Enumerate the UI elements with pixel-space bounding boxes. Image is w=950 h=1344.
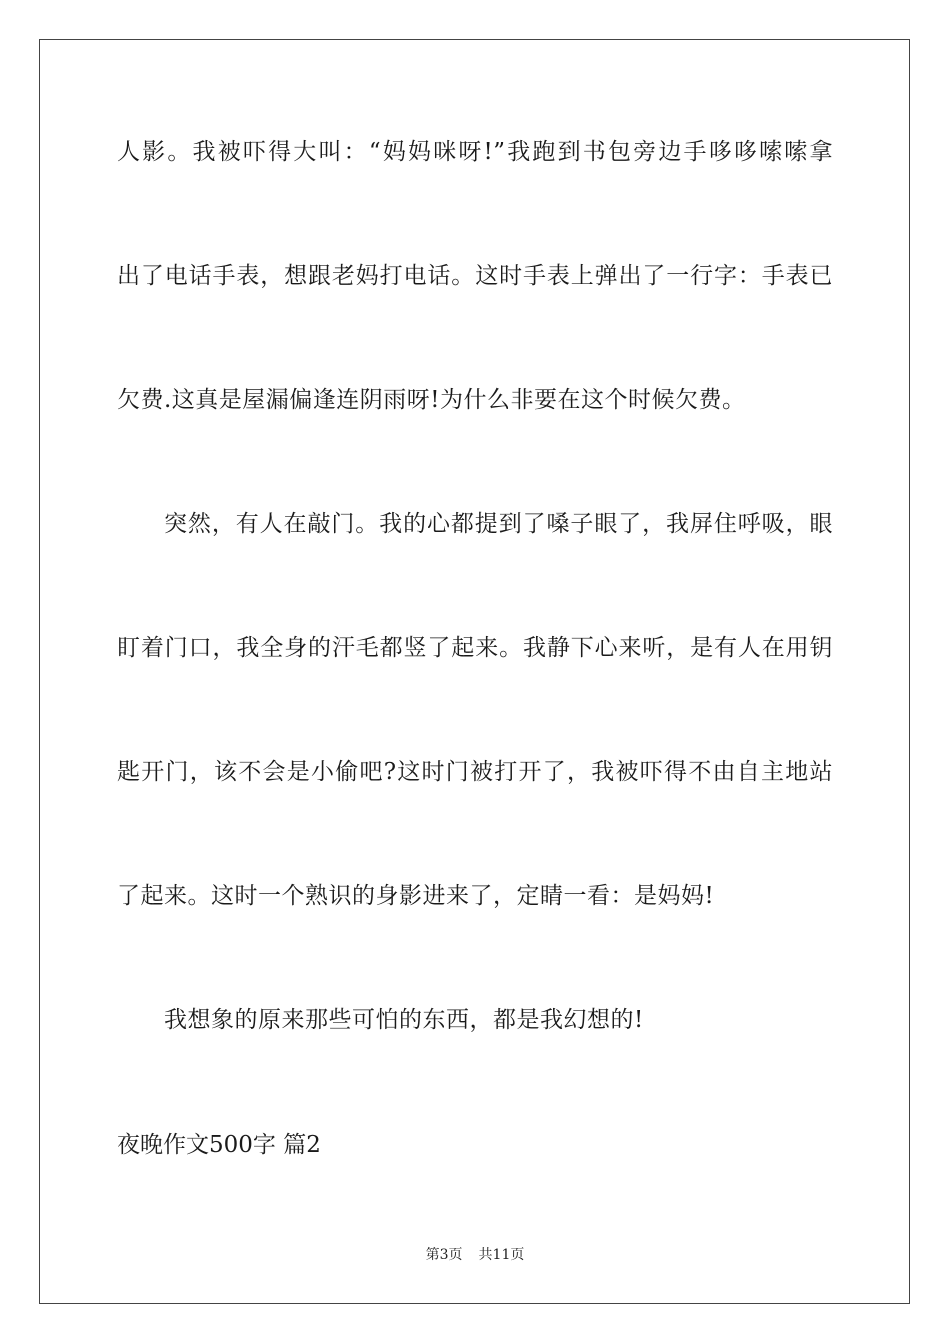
text-line-2: 出了电话手表，想跟老妈打电话。这时手表上弹出了一行字：手表已 bbox=[117, 263, 833, 289]
text-line-8: 我想象的原来那些可怕的东西，都是我幻想的! bbox=[164, 1007, 644, 1033]
page-border bbox=[39, 39, 910, 1304]
text-line-3: 欠费.这真是屋漏偏逢连阴雨呀!为什么非要在这个时候欠费。 bbox=[117, 387, 746, 413]
page-total: 共11页 bbox=[478, 1247, 525, 1263]
page-number: 第3页 bbox=[425, 1247, 463, 1263]
section-heading: 夜晚作文500字 篇2 bbox=[117, 1132, 321, 1158]
text-line-5: 盯着门口，我全身的汗毛都竖了起来。我静下心来听，是有人在用钥 bbox=[117, 635, 833, 661]
page-footer bbox=[0, 1246, 950, 1264]
text-line-6: 匙开门，该不会是小偷吧?这时门被打开了，我被吓得不由自主地站 bbox=[117, 759, 833, 785]
text-line-7: 了起来。这时一个熟识的身影进来了，定睛一看：是妈妈! bbox=[117, 883, 715, 909]
text-line-4: 突然，有人在敲门。我的心都提到了嗓子眼了，我屏住呼吸，眼 bbox=[164, 511, 833, 537]
text-line-1: 人影。我被吓得大叫：“妈妈咪呀!”我跑到书包旁边手哆哆嗦嗦拿 bbox=[117, 139, 833, 165]
